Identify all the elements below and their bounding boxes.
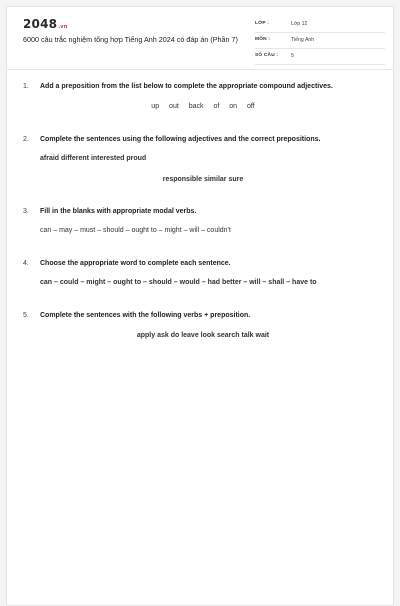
word-bank: can – could – might – ought to – should – would – had better – will – shall – have to [40, 279, 317, 286]
logo-number: 2048 [23, 17, 58, 31]
word-bank [23, 103, 383, 110]
word-item: out [169, 103, 179, 110]
meta-value: Tiếng Anh [291, 37, 315, 43]
question-number: 4. [23, 260, 29, 267]
word-item: off [247, 103, 255, 110]
document-header [7, 7, 393, 70]
question-number: 2. [23, 136, 29, 143]
question-number: 3. [23, 208, 29, 215]
word-item: of [213, 103, 220, 110]
word-item: up [151, 103, 160, 110]
question-number: 5. [23, 312, 29, 319]
meta-row-subject [255, 35, 385, 49]
meta-value: Lớp 12 [291, 21, 308, 27]
question-text: Complete the sentences using the following adjectives and the correct prepositions. [40, 136, 321, 143]
word-bank: apply ask do leave look search talk wait [136, 332, 270, 339]
meta-value: 5 [291, 53, 294, 59]
meta-row-grade [255, 19, 385, 33]
meta-label: MÔN : [255, 37, 271, 42]
logo-domain: .vn [58, 24, 68, 30]
question-text: Fill in the blanks with appropriate modal verbs. [40, 208, 197, 215]
document-page [6, 6, 394, 606]
word-bank: can – may – must – should – ought to – might – will – couldn't [40, 227, 231, 234]
meta-row-count [255, 51, 385, 65]
site-logo[interactable] [23, 17, 68, 31]
word-item: on [229, 103, 238, 110]
meta-label: SỐ CÂU : [255, 53, 279, 58]
question-text: Add a preposition from the list below to complete the appropriate compound adjectives. [40, 83, 333, 90]
word-bank-line-2: responsible similar sure [162, 176, 244, 183]
word-bank-line-1: afraid different interested proud [40, 155, 147, 162]
document-title: 6000 câu trắc nghiệm tổng hợp Tiếng Anh 2024 có đáp án (Phần 7) [23, 35, 238, 44]
document-meta [255, 19, 385, 67]
word-item: back [188, 103, 204, 110]
question-text: Choose the appropriate word to complete each sentence. [40, 260, 231, 267]
question-number: 1. [23, 83, 29, 90]
question-text: Complete the sentences with the following verbs + preposition. [40, 312, 251, 319]
meta-label: LỚP : [255, 21, 270, 26]
